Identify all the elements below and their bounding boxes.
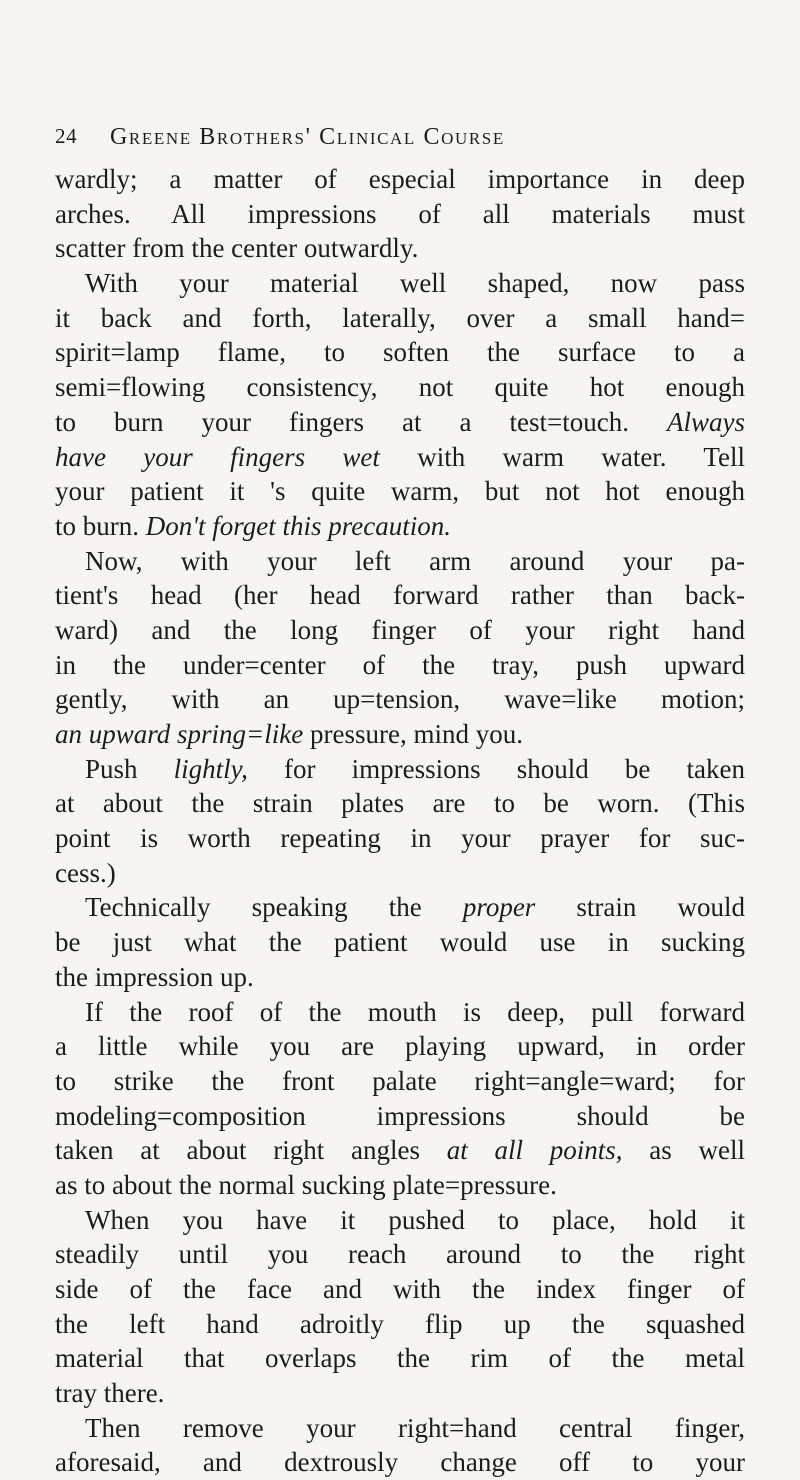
page-number: 24 — [55, 124, 78, 148]
text-segment: to burn. — [55, 510, 146, 541]
text-segment: wardly; a matter of especial importance in deep — [55, 164, 745, 194]
text-segment: tray there. — [55, 1378, 165, 1409]
text-line — [55, 1272, 745, 1307]
running-head: Greene Brothers' Clinical Course — [110, 124, 505, 150]
text-line — [55, 231, 745, 266]
text-segment: it back and forth, laterally, over a small hand= — [55, 302, 745, 333]
text-line — [55, 1203, 745, 1238]
text-segment: as to about the normal sucking plate=pressure. — [55, 1169, 557, 1200]
text-line — [55, 578, 745, 613]
text-segment: cess.) — [55, 857, 116, 888]
text-segment: scatter from the center outwardly. — [55, 233, 419, 264]
text-segment: If the roof of the mouth is deep, pull forward — [85, 996, 745, 1027]
text-line — [55, 509, 745, 544]
text-segment: When you have it pushed to place, hold it — [85, 1204, 745, 1235]
italic-text: Don't forget this precaution. — [145, 510, 452, 541]
text-line — [55, 682, 745, 717]
text-segment: gently, with an up=tension, wave=like motion; — [55, 684, 745, 715]
italic-text: an upward spring=like — [55, 719, 304, 749]
text-line — [55, 1099, 745, 1134]
text-segment: Push — [85, 753, 174, 784]
text-segment: as well — [622, 1135, 746, 1166]
text-segment: side of the face and with the index finger of — [55, 1274, 745, 1304]
text-segment: in the under=center of the tray, push upward — [55, 649, 745, 680]
text-line — [55, 1168, 745, 1203]
italic-text: proper — [462, 892, 536, 923]
text-line — [55, 370, 745, 405]
text-segment: taken at about right angles — [55, 1135, 447, 1166]
text-segment: tient's head (her head forward rather than back- — [55, 580, 745, 611]
text-segment: arches. All impressions of all materials must — [55, 198, 745, 229]
text-segment: be just what the patient would use in sucking — [55, 927, 745, 958]
text-line — [55, 162, 745, 197]
text-line — [55, 717, 745, 752]
text-segment: spirit=lamp flame, to soften the surface to a — [55, 337, 745, 368]
text-segment: a little while you are playing upward, in order — [55, 1031, 745, 1062]
text-line — [55, 786, 745, 821]
text-line — [55, 301, 745, 336]
text-segment: to strike the front palate right=angle=ward; for — [55, 1065, 745, 1096]
text-segment: modeling=composition impressions should be — [55, 1100, 745, 1131]
text-line — [55, 197, 745, 232]
text-segment: ward) and the long finger of your right hand — [55, 614, 745, 645]
text-line — [55, 1237, 745, 1272]
text-line — [55, 925, 745, 960]
text-line — [55, 960, 745, 995]
text-segment: the left hand adroitly flip up the squashed — [55, 1308, 745, 1339]
text-line — [55, 1376, 745, 1411]
text-line — [55, 440, 745, 475]
text-line — [55, 856, 745, 891]
text-segment: pressure, mind you. — [303, 719, 523, 749]
text-segment: material that overlaps the rim of the metal — [55, 1343, 745, 1374]
text-line — [55, 890, 745, 925]
text-line — [55, 1029, 745, 1064]
text-segment: to burn your fingers at a test=touch. — [55, 406, 667, 437]
text-line — [55, 405, 745, 440]
text-segment: With your material well shaped, now pass — [85, 268, 745, 299]
text-line — [55, 474, 745, 509]
text-segment: at about the strain plates are to be worn. (This — [55, 788, 745, 819]
text-line — [55, 821, 745, 856]
italic-text: lightly, — [173, 753, 248, 784]
text-line — [55, 752, 745, 787]
text-line — [55, 1133, 745, 1168]
text-line — [55, 544, 745, 579]
text-segment: for impressions should be taken — [247, 753, 745, 784]
italic-text: Always — [667, 406, 745, 437]
text-line — [55, 613, 745, 648]
text-line — [55, 266, 745, 301]
text-segment: Technically speaking the — [85, 892, 463, 923]
text-segment: Then remove your right=hand central finger, — [85, 1412, 745, 1443]
text-line — [55, 1411, 745, 1446]
body-text — [55, 162, 745, 1480]
text-segment: your patient it 's quite warm, but not hot enough — [55, 476, 745, 507]
text-segment: point is worth repeating in your prayer for suc- — [55, 823, 745, 854]
text-segment: Now, with your left arm around your pa- — [85, 545, 745, 576]
text-line — [55, 1307, 745, 1342]
text-segment: the impression up. — [55, 961, 254, 992]
italic-text: have your fingers wet — [55, 441, 380, 472]
italic-text: at all points, — [446, 1135, 623, 1166]
text-segment: with warm water. Tell — [379, 441, 745, 472]
text-line — [55, 995, 745, 1030]
page-header — [55, 124, 755, 154]
text-segment: strain would — [535, 892, 745, 923]
text-line — [55, 1445, 745, 1480]
text-segment: steadily until you reach around to the right — [55, 1239, 745, 1270]
text-segment: aforesaid, and dextrously change off to your — [55, 1447, 745, 1478]
text-line — [55, 335, 745, 370]
text-line — [55, 1064, 745, 1099]
text-segment: semi=flowing consistency, not quite hot enough — [55, 372, 745, 403]
text-line — [55, 648, 745, 683]
